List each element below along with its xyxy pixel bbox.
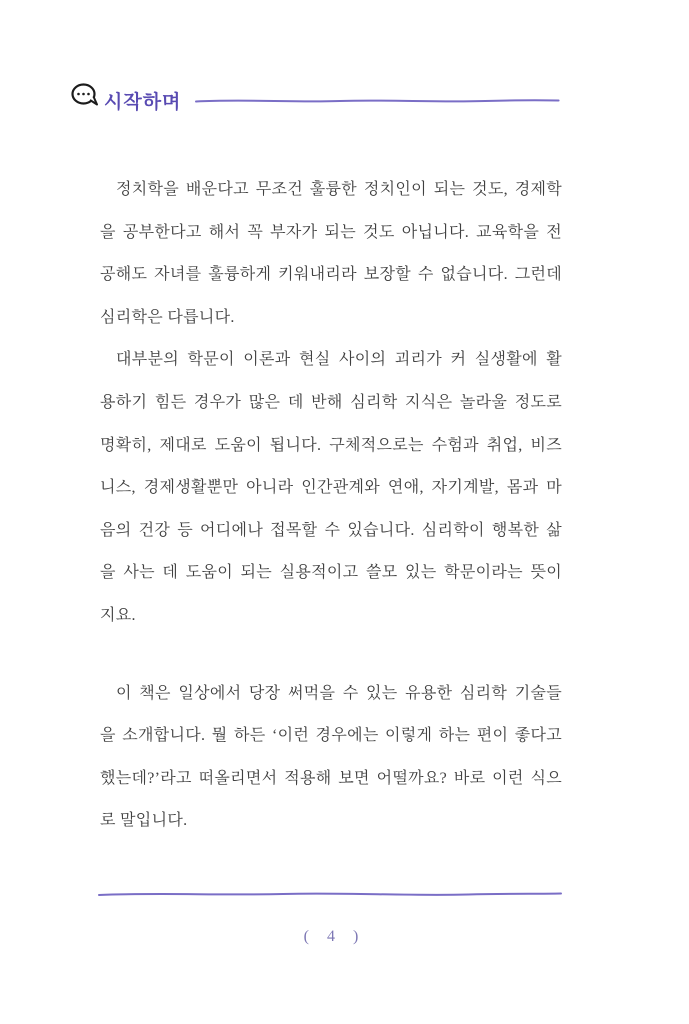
text-line: 이 책은 일상에서 당장 써먹을 수 있는 유용한 심리학 기술들 xyxy=(116,684,562,702)
header-divider-line xyxy=(195,97,560,105)
text-line: 을 사는 데 도움이 되는 실용적이고 쓸모 있는 학문이라는 뜻이 xyxy=(100,564,562,582)
text-line: 지요. xyxy=(100,606,136,624)
text-line: 했는데?’라고 떠올리면서 적용해 보면 어떨까요? 바로 이런 식으 xyxy=(100,769,562,787)
text-line: 공해도 자녀를 훌륭하게 키워내리라 보장할 수 없습니다. 그런데 xyxy=(100,266,562,284)
text-line: 음의 건강 등 어디에나 접목할 수 있습니다. 심리학이 행복한 삶 xyxy=(100,521,562,539)
text-line: 로 말입니다. xyxy=(100,812,188,830)
text-line: 용하기 힘든 경우가 많은 데 반해 심리학 지식은 놀라울 정도로 xyxy=(100,393,562,411)
page-number xyxy=(100,928,562,946)
footer-divider-line xyxy=(98,890,562,898)
page-number-close-paren: ) xyxy=(353,928,359,945)
text-line: 명확히, 제대로 도움이 됩니다. 구체적으로는 수험과 취업, 비즈 xyxy=(100,436,562,454)
speech-bubble-icon xyxy=(70,82,100,110)
text-line: 니스, 경제생활뿐만 아니라 인간관계와 연애, 자기계발, 몸과 마 xyxy=(100,479,562,497)
text-line: 정치학을 배운다고 무조건 훌륭한 정치인이 되는 것도, 경제학 xyxy=(116,181,562,198)
paragraph xyxy=(100,169,562,339)
paragraph xyxy=(100,339,562,637)
text-line: 대부분의 학문이 이론과 현실 사이의 괴리가 커 실생활에 활 xyxy=(116,351,562,369)
chapter-header xyxy=(70,82,560,114)
text-line: 심리학은 다릅니다. xyxy=(100,308,235,326)
text-line: 을 소개합니다. 뭘 하든 ‘이런 경우에는 이렇게 하는 편이 좋다고 xyxy=(100,727,562,745)
page-number-value: 4 xyxy=(327,928,335,945)
section-title: 시작하며 xyxy=(104,91,182,113)
body-text xyxy=(100,169,562,843)
paragraph xyxy=(100,673,562,843)
page-number-open-paren: ( xyxy=(303,928,309,945)
text-line: 을 공부한다고 해서 꼭 부자가 되는 것도 아닙니다. 교육학을 전 xyxy=(100,223,562,241)
